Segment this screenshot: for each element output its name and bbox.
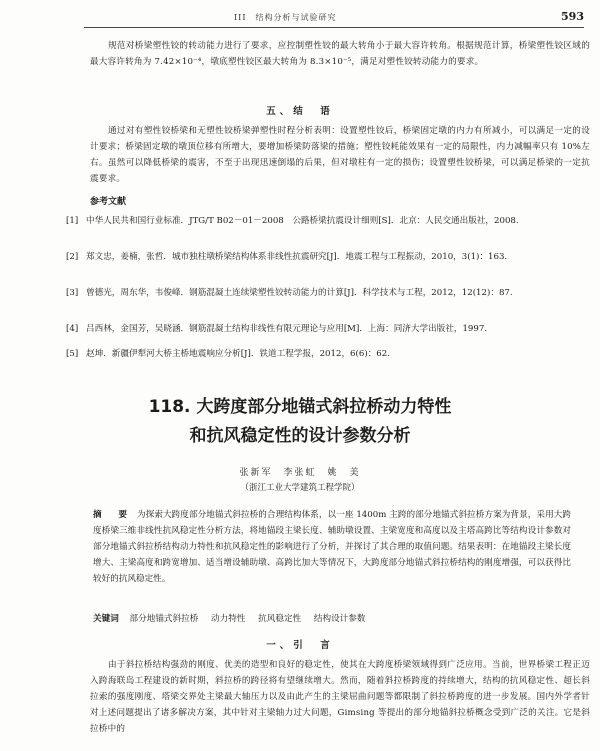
keyword: 部分地锚式斜拉桥 <box>129 614 199 624</box>
keywords <box>93 611 571 627</box>
reference-number: [2] <box>66 252 79 262</box>
conclusion-paragraph: 通过对有塑性铰桥梁和无塑性铰桥梁弹塑性时程分析表明：设置塑性铰后，桥梁固定墩的内力有所减小，可以满足一定的设计要求；桥梁固定墩的墩顶位移有所增大，要增加桥梁防落梁的措施；塑性铰耗能效果有一定的局限性，内力减幅率只有 10%左右。虽然可以降低桥梁的震害，不至于出现迅速倒塌的后果，但对墩柱有一定的损伤；设置塑性铰桥梁，可以满足桥梁的一定抗震要求。 <box>90 126 590 184</box>
keyword: 动力特性 <box>211 614 246 624</box>
abstract-label: 摘 要 <box>93 510 131 520</box>
page-number: 593 <box>561 10 584 23</box>
running-title: III 结构分析与试验研究 <box>234 13 337 22</box>
keywords-label: 关键词 <box>93 614 119 624</box>
running-header <box>84 10 584 28</box>
reference-text: 郑文忠，姜楠，张哲．城市独柱墩桥梁结构体系非线性抗震研究[J]．地震工程与工程振动，2010，3(1)：163. <box>86 252 508 262</box>
paper-title-line-1: 118. 大跨度部分地锚式斜拉桥动力特性 <box>148 397 452 417</box>
reference-text: 中华人民共和国行业标准．JTG/T B02－01－2008 公路桥梁抗震设计细则[S]．北京：人民交通出版社，2008. <box>86 216 519 226</box>
paper-title <box>0 393 600 451</box>
header-rule <box>84 27 584 28</box>
intro-paragraph: 规范对桥梁塑性铰的转动能力进行了要求，应控制塑性铰的最大转角小于最大容许转角。根据规范计算，桥梁塑性铰区域的最大容许转角为 7.42×10⁻⁴，墩底塑性铰区最大转角为 8.3×10⁻⁵，满足对塑性铰转动能力的要求。 <box>90 41 590 67</box>
reference-number: [4] <box>66 324 79 334</box>
abstract-text: 为探索大跨度部分地锚式斜拉桥的合理结构体系，以一座 1400m 主跨的部分地锚式斜拉桥方案为背景，采用大跨度桥梁三维非线性抗风稳定性分析方法，将地锚段主梁长度、辅助墩设置、主梁宽度和高度以及主塔高跨比等结构设计参数对部分地锚式斜拉桥结构动力特性和抗风稳定性的影响进行了分析，并探讨了其合理的取值问题。结果表明：在地锚段主梁长度增大、主梁高度和跨宽增加、适当增设辅助墩、高跨比加大等情况下，大跨度部分地锚式斜拉桥结构的刚度增强，可以获得比较好的抗风稳定性。 <box>93 510 571 584</box>
affiliation: （浙江工业大学建筑工程学院） <box>240 483 360 493</box>
introduction-heading: 一、引 言 <box>266 640 334 651</box>
reference-text: 赵坤．新疆伊犁河大桥主桥地震响应分析[J]．铁道工程学报，2012，6(6)：62. <box>86 349 390 359</box>
references-heading: 参考文献 <box>90 197 127 207</box>
reference-number: [1] <box>66 216 79 226</box>
paper-title-line-2: 和抗风稳定性的设计参数分析 <box>189 426 411 446</box>
keyword: 抗风稳定性 <box>258 614 302 624</box>
conclusion-heading: 五、结 语 <box>266 106 334 117</box>
abstract <box>93 507 571 587</box>
introduction-paragraph: 由于斜拉桥结构强劲的刚度、优美的造型和良好的稳定性，使其在大跨度桥梁领域得到广泛应用。当前，世界桥梁工程正迈入跨海联岛工程建设的新时期，斜拉桥的跨径将有望继续增大。然而，随着斜拉桥跨度的持续增大，结构的抗风稳定性、超长斜拉索的强度刚度、塔梁交界处主梁最大轴压力以及由此产生的主梁屈曲问题等都限制了斜拉桥跨度的进一步发展。国内外学者针对上述问题提出了诸多解决方案，其中针对主梁轴力过大问题，Gimsing 等提出的部分地锚斜拉桥概念受到广泛的关注。它是斜拉桥中的 <box>90 660 590 734</box>
reference-number: [3] <box>66 288 79 298</box>
keyword: 结构设计参数 <box>313 614 366 624</box>
reference-text: 曾德光，周东华，韦俊峰．钢筋混凝土连续梁塑性铰转动能力的计算[J]．科学技术与工程，2012，12(12)：87. <box>86 288 513 298</box>
reference-number: [5] <box>66 349 79 359</box>
authors: 张新军 李张虹 姚 美 <box>239 468 361 478</box>
reference-text: 吕西林，金国芳，吴晓涵．钢筋混凝土结构非线性有限元理论与应用[M]．上海：同济大学出版社，1997. <box>86 324 488 334</box>
